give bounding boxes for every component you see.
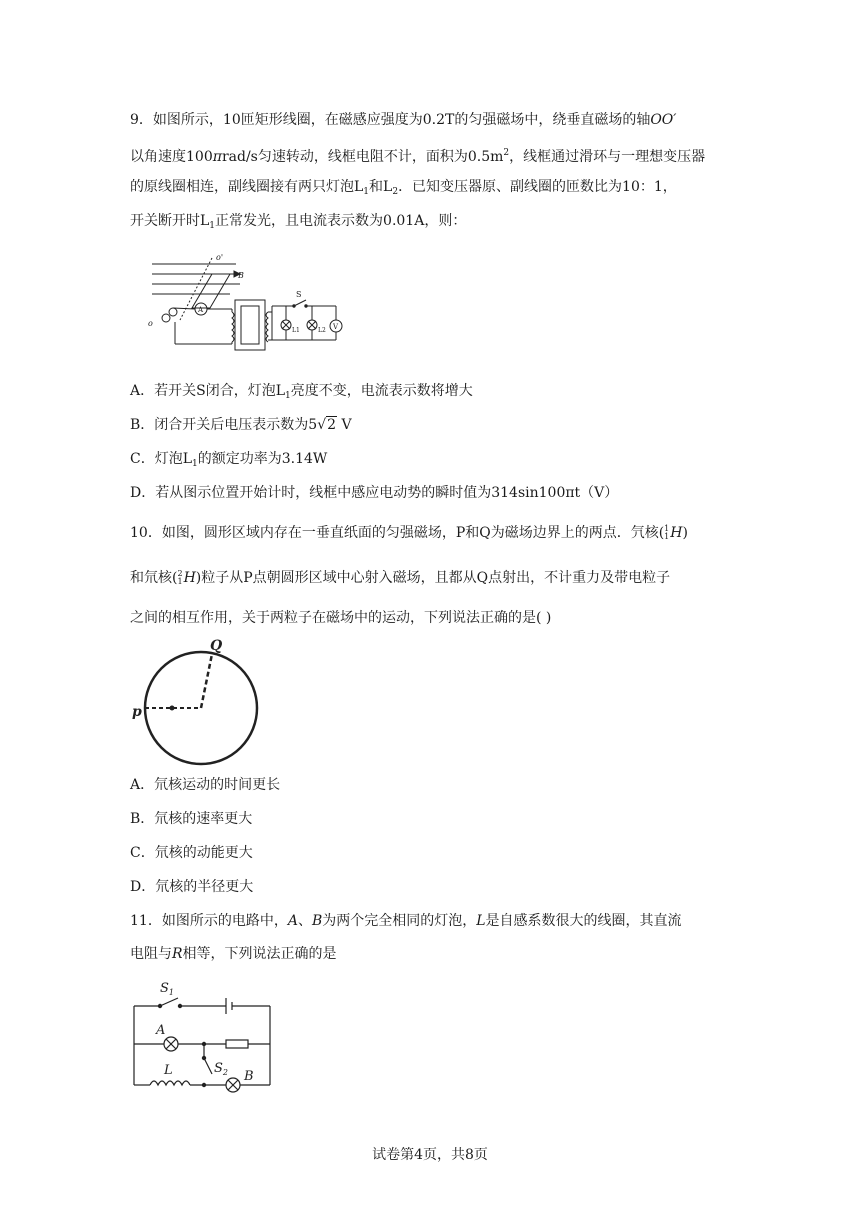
mass-number: 2 — [177, 569, 183, 578]
q9-text: 和L — [369, 179, 393, 195]
option-text: B．闭合开关后电压表示数为 — [130, 417, 309, 433]
q9-text: 正常发光，且电流表示数为0.01A，则： — [215, 213, 467, 229]
atomic-number: 1 — [177, 577, 183, 586]
q10-text: ) — [682, 525, 688, 541]
coefficient: 5 — [308, 417, 318, 433]
element-symbol: H — [183, 570, 196, 586]
option-text: D．若从图示位置开始计时，线框中感应电动势的瞬时值为314sin100πt（V） — [130, 485, 619, 501]
subscript: 1 — [192, 459, 198, 469]
lamp-b-label: B — [244, 1069, 254, 1084]
q9-option-b — [130, 415, 352, 435]
option-text: C．灯泡L — [130, 451, 193, 467]
ammeter-label: A — [198, 306, 204, 314]
resistor-r — [226, 1040, 248, 1048]
q9-line-3 — [130, 177, 677, 202]
subscript: 1 — [285, 391, 291, 401]
q10-text: )粒子从P点朝圆形区域中心射入磁场，且都从Q点射出，不计重力及带电粒子 — [195, 570, 671, 586]
q10-text: 10．如图，圆形区域内存在一垂直纸面的匀强磁场，P和Q为磁场边界上的两点．氕核( — [130, 525, 665, 541]
q11-text: 、 — [297, 913, 312, 929]
q9-text: rad/s匀速转动，线框电阻不计，面积为0.5m — [221, 149, 504, 165]
q9-option-c — [130, 449, 327, 474]
element-symbol: H — [670, 525, 683, 541]
q11-circuit-figure — [130, 978, 280, 1096]
pi-symbol: π — [212, 149, 222, 165]
q9-option-a — [130, 381, 473, 406]
option-text: D．氘核的半径更大 — [130, 879, 254, 895]
q10-text: 和氘核( — [130, 570, 178, 586]
q9-line-2 — [130, 143, 705, 167]
switch-s2-label: $S_2$ — [214, 1061, 228, 1077]
subscript: 2 — [392, 187, 399, 197]
point-q-label: Q — [210, 638, 223, 654]
switch-s2 — [204, 1058, 212, 1074]
var-a: A — [287, 913, 298, 929]
q10-option-b — [130, 809, 252, 829]
atomic-number: 1 — [664, 532, 670, 541]
var-b: B — [311, 913, 323, 929]
switch-s1 — [160, 998, 178, 1006]
q11-text: 为两个完全相同的灯泡， — [322, 913, 477, 929]
q9-line-1 — [130, 110, 676, 130]
sqrt-symbol: √2 — [317, 417, 337, 433]
slip-ring-1 — [162, 314, 170, 322]
q9-circuit-figure — [140, 252, 360, 354]
option-text: 的额定功率为3.14W — [197, 451, 328, 467]
subscript: 1 — [363, 187, 370, 197]
page-footer: 试卷第4页，共8页 — [372, 1147, 488, 1163]
voltmeter-label: V — [333, 323, 339, 331]
option-text: C．氘核的动能更大 — [130, 845, 253, 861]
subscript: 1 — [209, 221, 216, 231]
inductor-l — [150, 1081, 190, 1085]
q11-text: 是自感系数很大的线圈，其直流 — [485, 913, 682, 929]
q10-option-a — [130, 775, 280, 795]
secondary-coil — [266, 312, 268, 342]
q11-text: 相等，下列说法正确的是 — [182, 946, 337, 962]
var-r: R — [172, 946, 183, 962]
rotating-coil — [192, 274, 230, 308]
transformer-core — [235, 300, 265, 350]
q9-line-4 — [130, 211, 466, 236]
q9-text: ，线框通过滑环与一理想变压器 — [509, 149, 706, 165]
q10-option-d — [130, 877, 253, 897]
superscript: 2 — [503, 148, 510, 158]
option-text: B．氘核的速率更大 — [130, 811, 253, 827]
q11-text: 电阻与 — [130, 946, 172, 962]
q9-text: ．已知变压器原、副线圈的匝数比为10：1， — [398, 179, 677, 195]
q9-text: 以角速度100 — [130, 149, 213, 165]
point-p-label: p — [132, 704, 142, 720]
q11-line-1 — [130, 911, 682, 931]
axis-label: OO′ — [650, 112, 677, 128]
q10-line-3 — [130, 608, 551, 628]
deuterium-symbol — [177, 568, 195, 588]
option-text: A．氘核运动的时间更长 — [130, 777, 281, 793]
q10-circle-figure — [130, 638, 270, 766]
primary-coil — [232, 312, 234, 342]
mass-number: 1 — [664, 524, 670, 533]
unit: V — [337, 417, 352, 433]
var-l: L — [476, 913, 486, 929]
switch-label: S — [296, 290, 302, 299]
q9-text: 开关断开时L — [130, 213, 210, 229]
q10-line-2 — [130, 568, 670, 588]
axis-top-label: o' — [216, 253, 224, 262]
inductor-label: L — [164, 1063, 173, 1078]
protium-symbol — [664, 523, 682, 543]
lamp-l1-label: L1 — [292, 327, 300, 334]
particle-dot — [170, 706, 175, 711]
option-text: A．若开关S闭合，灯泡L — [130, 383, 285, 399]
q9-text: 9．如图所示，10匝矩形线圈，在磁感应强度为0.2T的匀强磁场中，绕垂直磁场的轴 — [130, 112, 651, 128]
q9-option-d — [130, 483, 618, 503]
radicand: 2 — [327, 417, 337, 433]
lamp-a-label: A — [156, 1023, 166, 1038]
option-text: 亮度不变，电流表示数将增大 — [290, 383, 473, 399]
radius-to-q — [201, 654, 212, 708]
switch-s — [294, 300, 306, 306]
lamp-l2-label: L2 — [318, 327, 326, 334]
q10-text: 之间的相互作用，关于两粒子在磁场中的运动，下列说法正确的是( ) — [130, 610, 552, 626]
slip-ring-2 — [169, 308, 177, 316]
q10-line-1 — [130, 523, 688, 543]
q11-text: 11．如图所示的电路中， — [130, 913, 288, 929]
q10-option-c — [130, 843, 253, 863]
q11-line-2 — [130, 944, 337, 964]
field-b-label: B — [238, 271, 244, 280]
q9-text: 的原线圈相连，副线圈接有两只灯泡L — [130, 179, 364, 195]
axis-bottom-label: o — [148, 319, 153, 328]
switch-s1-label: $S_1$ — [160, 981, 174, 997]
